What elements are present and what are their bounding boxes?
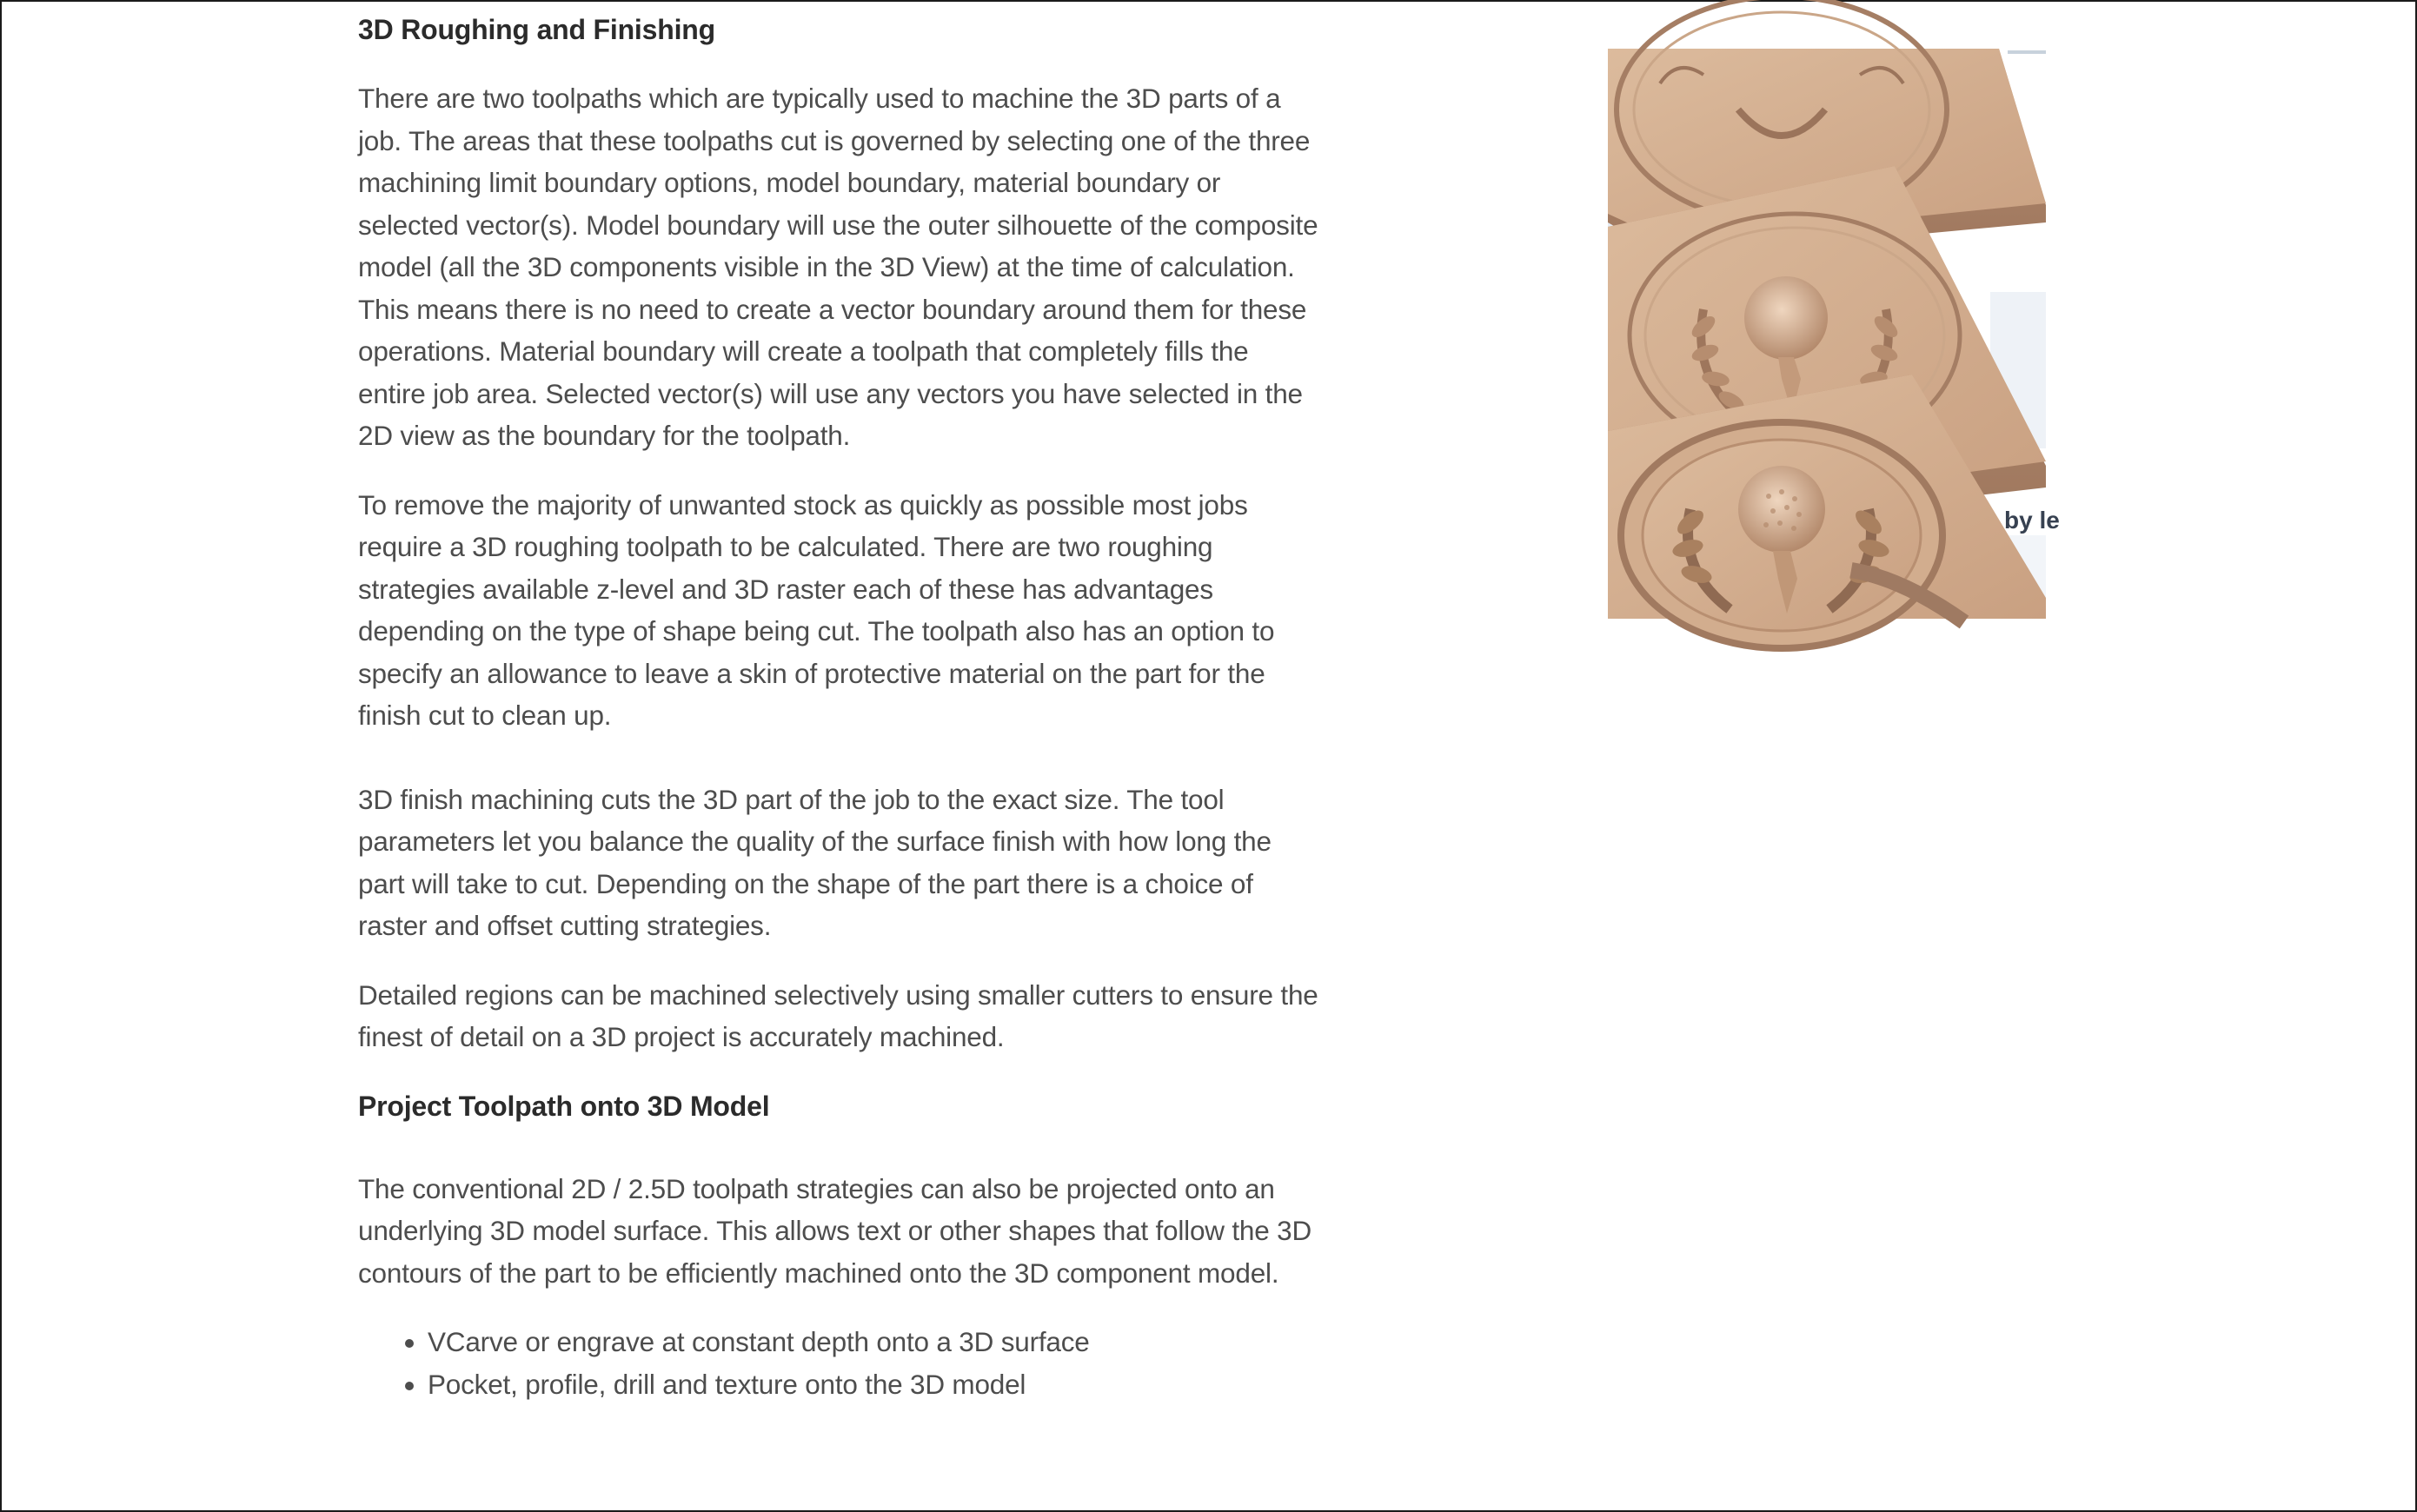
paragraph-projection: The conventional 2D / 2.5D toolpath strategies can also be projected onto an underlying 3D model surface. This allows text or other shapes that follow the 3D contours of the part to be efficiently machined onto the 3D component model. (358, 1172, 1311, 1289)
paragraph-finishing: 3D finish machining cuts the 3D part of the job to the exact size. The tool parameters let you balance the quality of the surface finish with how long the part will take to cut. Depending on the shape of the part there is a choice of raster and offset cutting strategies. (358, 783, 1272, 941)
golf-ball-icon (1738, 466, 1825, 553)
golf-ball-icon (1744, 276, 1828, 360)
feature-list (358, 1321, 1323, 1405)
ui-fragment-label: by le (2004, 507, 2060, 534)
list-item: • VCarve or engrave at constant depth onto a 3D surface (428, 1321, 1323, 1363)
paragraph-roughing: To remove the majority of unwanted stock as quickly as possible most jobs require a 3D roughing toolpath to be calculated. There are two roughing strategies available z-level and 3D raster each of these has advantages depending on the type of shape being cut. The toolpath also has an option to specify an allowance to leave a skin of protective material on the part for the finish cut to clean up. (358, 488, 1275, 731)
heading-3d-roughing-finishing: 3D Roughing and Finishing (358, 14, 715, 45)
article-content (358, 9, 1323, 1405)
paragraph-detailed-regions: Detailed regions can be machined selectively using smaller cutters to ensure the finest of detail on a 3D project is accurately machined. (358, 978, 1318, 1052)
list-item: • Pocket, profile, drill and texture onto the 3D model (428, 1363, 1323, 1406)
paragraph-toolpaths-boundary: There are two toolpaths which are typically used to machine the 3D parts of a job. The areas that these toolpaths cut is governed by selecting one of the three machining limit boundary options, model boundary, material boundary or selected vector(s). Model boundary will use the outer silhouette of the composite model (all the 3D components visible in the 3D View) at the time of calculation. This means there is no need to create a vector boundary around them for these operations. Material boundary will create a toolpath that completely fills the entire job area. Selected vector(s) will use any vectors you have selected in the 2D view as the boundary for the toolpath. (358, 83, 1318, 451)
heading-project-toolpath: Project Toolpath onto 3D Model (358, 1090, 770, 1122)
plaques-illustration (1608, 49, 2060, 619)
